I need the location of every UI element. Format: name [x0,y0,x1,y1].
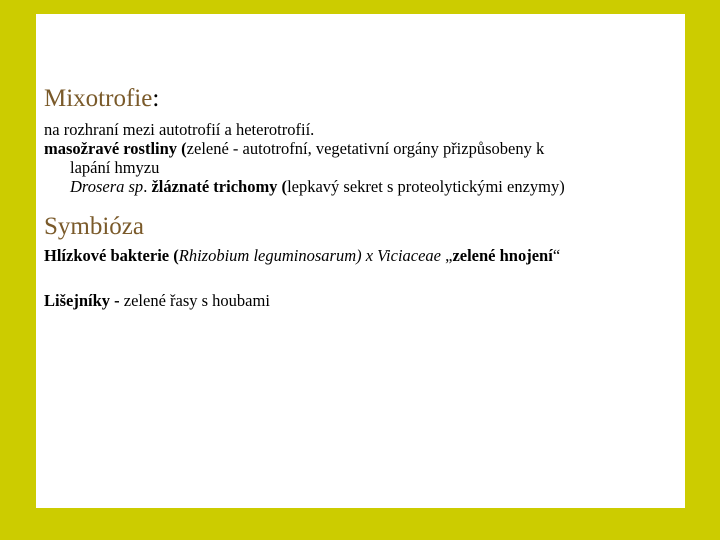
quote-open: „ [441,246,453,265]
heading-mixotrofie [44,84,680,114]
term-trichomy: žláznaté trichomy ( [151,177,288,196]
line-rhizobium [44,246,680,265]
slide-content [44,84,680,310]
term-drosera: Drosera sp [70,177,144,196]
drosera-dot: . [143,177,152,196]
slide-panel [36,14,685,508]
line-drosera [44,177,680,196]
section-mixotrofie [44,84,680,196]
text-lisejniky: zelené řasy s houbami [119,291,270,310]
section-symbioza [44,212,680,310]
line-lisejniky [44,291,680,310]
term-rhizobium: Rhizobium leguminosarum) x Viciaceae [178,246,441,265]
line-insects: lapání hmyzu [70,158,160,177]
heading-colon: : [152,85,160,112]
heading-text: Mixotrofie [44,85,153,112]
line-definition: na rozhraní mezi autotrofií a heterotrofií. [44,120,315,139]
text-trichomy: lepkavý sekret s proteolytickými enzymy) [287,177,565,196]
term-zelene-hnojeni: zelené hnojení [452,246,553,265]
term-lisejniky: Lišejníky - [44,291,120,310]
term-carnivorous: masožravé rostliny ( [44,139,187,158]
heading-symbioza: Symbióza [44,213,144,240]
spacer [44,265,680,291]
quote-close: “ [552,246,561,265]
line-carnivorous [44,139,680,158]
text-carnivorous: zelené - autotrofní, vegetativní orgány přizpůsobeny k [186,139,545,158]
term-hlizkove: Hlízkové bakterie ( [44,246,179,265]
